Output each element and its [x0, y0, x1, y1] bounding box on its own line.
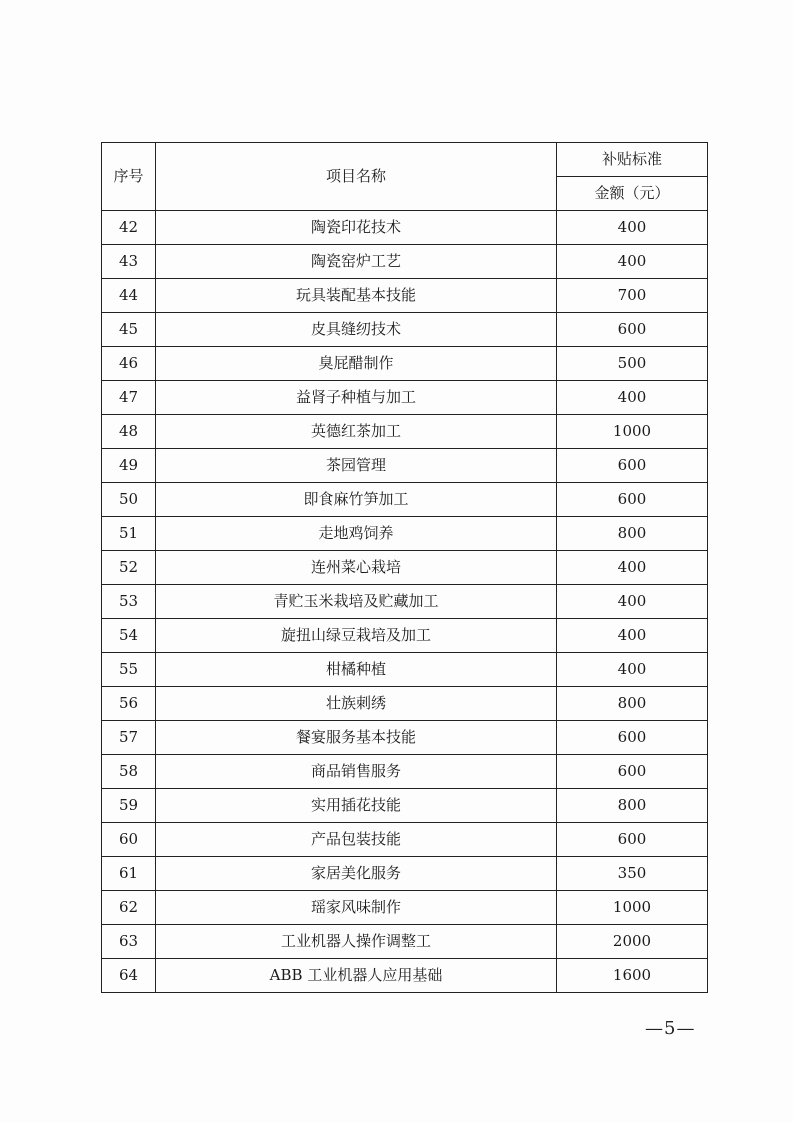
- cell-project-name: 工业机器人操作调整工: [156, 925, 557, 959]
- cell-amount: 400: [557, 653, 708, 687]
- table-row: [102, 211, 708, 245]
- cell-project-name: 英德红茶加工: [156, 415, 557, 449]
- table-row: [102, 585, 708, 619]
- cell-amount: 800: [557, 789, 708, 823]
- cell-serial-number: 52: [102, 551, 156, 585]
- cell-amount: 600: [557, 755, 708, 789]
- cell-project-name: 柑橘种植: [156, 653, 557, 687]
- cell-project-name: 产品包装技能: [156, 823, 557, 857]
- cell-serial-number: 60: [102, 823, 156, 857]
- cell-amount: 800: [557, 517, 708, 551]
- cell-amount: 800: [557, 687, 708, 721]
- cell-project-name: 皮具缝纫技术: [156, 313, 557, 347]
- cell-serial-number: 59: [102, 789, 156, 823]
- table-row: [102, 415, 708, 449]
- cell-serial-number: 55: [102, 653, 156, 687]
- cell-project-name: 实用插花技能: [156, 789, 557, 823]
- table-row: [102, 483, 708, 517]
- cell-serial-number: 62: [102, 891, 156, 925]
- cell-amount: 400: [557, 211, 708, 245]
- table-row: [102, 789, 708, 823]
- cell-project-name: 家居美化服务: [156, 857, 557, 891]
- cell-project-name: 茶园管理: [156, 449, 557, 483]
- cell-serial-number: 48: [102, 415, 156, 449]
- cell-project-name: 陶瓷印花技术: [156, 211, 557, 245]
- cell-serial-number: 45: [102, 313, 156, 347]
- cell-serial-number: 61: [102, 857, 156, 891]
- cell-amount: 400: [557, 381, 708, 415]
- cell-amount: 400: [557, 551, 708, 585]
- table-row: [102, 517, 708, 551]
- cell-project-name: 餐宴服务基本技能: [156, 721, 557, 755]
- cell-serial-number: 53: [102, 585, 156, 619]
- cell-project-name: 即食麻竹笋加工: [156, 483, 557, 517]
- cell-project-name: 壮族刺绣: [156, 687, 557, 721]
- table-row: [102, 347, 708, 381]
- cell-amount: 1000: [557, 891, 708, 925]
- cell-serial-number: 47: [102, 381, 156, 415]
- table-row: [102, 687, 708, 721]
- header-serial-number: 序号: [102, 143, 156, 211]
- cell-amount: 400: [557, 245, 708, 279]
- cell-project-name: ABB 工业机器人应用基础: [156, 959, 557, 993]
- table-row: [102, 721, 708, 755]
- cell-amount: 350: [557, 857, 708, 891]
- cell-serial-number: 46: [102, 347, 156, 381]
- table-row: [102, 653, 708, 687]
- cell-amount: 1600: [557, 959, 708, 993]
- subsidy-table: [101, 142, 708, 993]
- cell-serial-number: 51: [102, 517, 156, 551]
- cell-amount: 1000: [557, 415, 708, 449]
- cell-project-name: 臭屁醋制作: [156, 347, 557, 381]
- header-project-name: 项目名称: [156, 143, 557, 211]
- table-row: [102, 245, 708, 279]
- cell-serial-number: 63: [102, 925, 156, 959]
- cell-project-name: 玩具装配基本技能: [156, 279, 557, 313]
- cell-amount: 2000: [557, 925, 708, 959]
- table-row: [102, 619, 708, 653]
- table-row: [102, 823, 708, 857]
- table-row: [102, 755, 708, 789]
- cell-serial-number: 56: [102, 687, 156, 721]
- table-row: [102, 313, 708, 347]
- table-row: [102, 959, 708, 993]
- table-row: [102, 449, 708, 483]
- header-amount: 金额（元）: [557, 177, 708, 211]
- cell-serial-number: 44: [102, 279, 156, 313]
- cell-project-name: 走地鸡饲养: [156, 517, 557, 551]
- cell-amount: 700: [557, 279, 708, 313]
- table-row: [102, 891, 708, 925]
- page-number: —5—: [645, 1018, 696, 1039]
- table-row: [102, 381, 708, 415]
- table-row: [102, 279, 708, 313]
- cell-amount: 400: [557, 585, 708, 619]
- cell-serial-number: 43: [102, 245, 156, 279]
- table-row: [102, 551, 708, 585]
- cell-amount: 600: [557, 721, 708, 755]
- table-row: [102, 925, 708, 959]
- cell-project-name: 连州菜心栽培: [156, 551, 557, 585]
- cell-amount: 600: [557, 483, 708, 517]
- cell-serial-number: 64: [102, 959, 156, 993]
- cell-amount: 500: [557, 347, 708, 381]
- table-row: [102, 857, 708, 891]
- cell-project-name: 瑶家风味制作: [156, 891, 557, 925]
- cell-serial-number: 49: [102, 449, 156, 483]
- cell-project-name: 益肾子种植与加工: [156, 381, 557, 415]
- cell-serial-number: 57: [102, 721, 156, 755]
- cell-project-name: 陶瓷窑炉工艺: [156, 245, 557, 279]
- cell-serial-number: 58: [102, 755, 156, 789]
- cell-project-name: 商品销售服务: [156, 755, 557, 789]
- cell-amount: 600: [557, 823, 708, 857]
- cell-amount: 600: [557, 313, 708, 347]
- cell-project-name: 青贮玉米栽培及贮藏加工: [156, 585, 557, 619]
- cell-project-name: 旋扭山绿豆栽培及加工: [156, 619, 557, 653]
- cell-serial-number: 54: [102, 619, 156, 653]
- cell-serial-number: 50: [102, 483, 156, 517]
- table-body: [102, 211, 708, 993]
- cell-amount: 600: [557, 449, 708, 483]
- cell-serial-number: 42: [102, 211, 156, 245]
- header-subsidy-standard: 补贴标准: [557, 143, 708, 177]
- cell-amount: 400: [557, 619, 708, 653]
